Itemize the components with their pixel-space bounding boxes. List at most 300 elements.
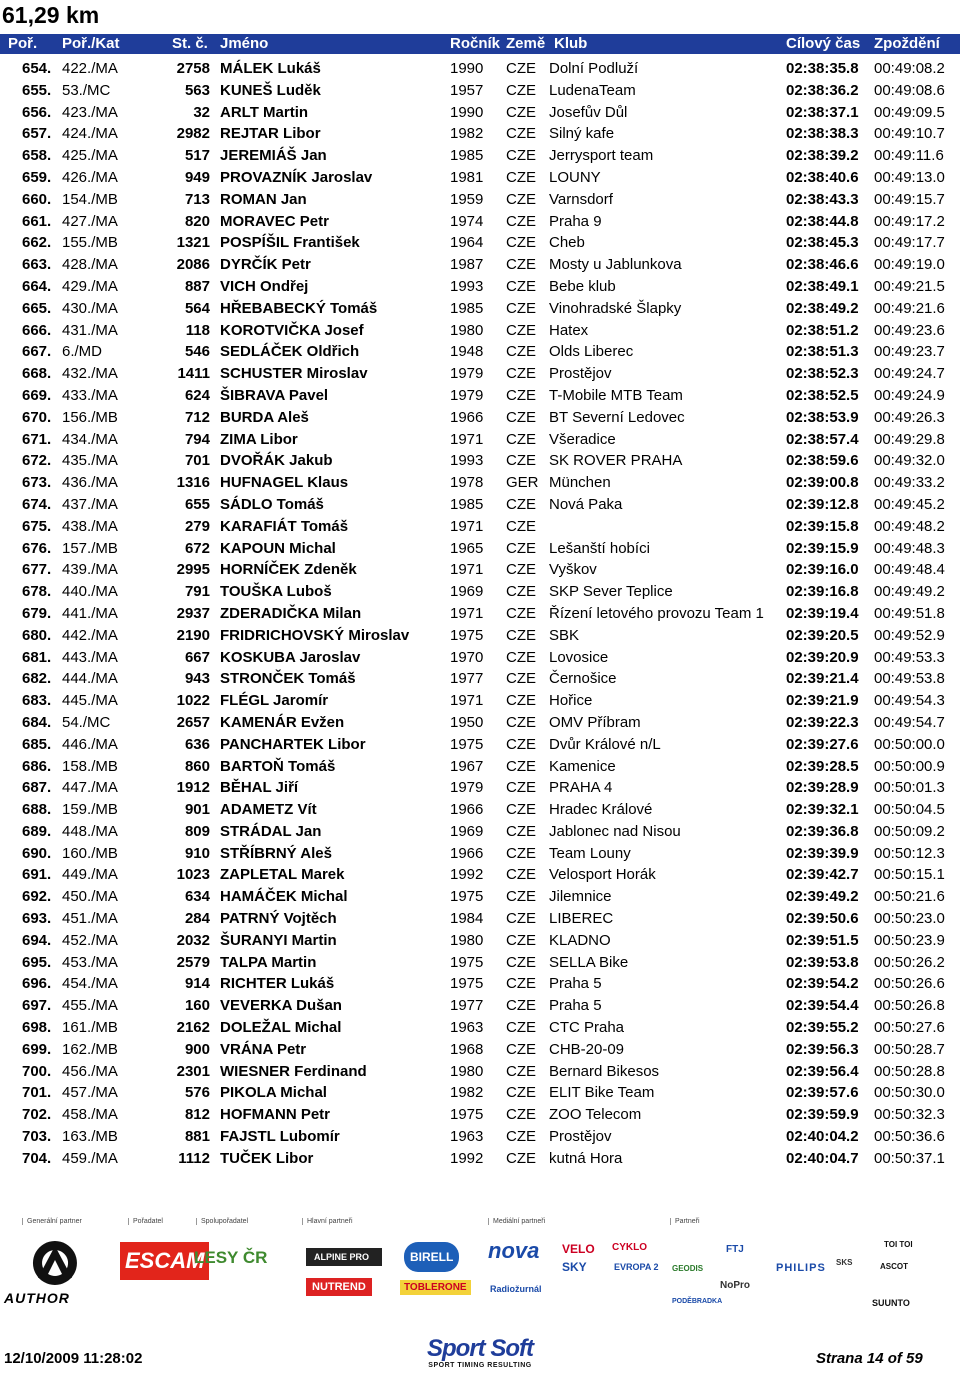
cell-gap: 00:49:54.3 <box>874 692 945 710</box>
cell-finish-time: 02:40:04.2 <box>786 1128 859 1146</box>
cell-country: CZE <box>506 343 536 361</box>
cell-birth-year: 1950 <box>450 713 484 731</box>
cell-start-number: 563 <box>184 81 210 99</box>
cell-position: 684. <box>22 713 52 731</box>
cell-name: POSPÍŠIL František <box>220 234 360 252</box>
cell-start-number: 2579 <box>176 953 210 971</box>
header-country: Země <box>506 35 546 52</box>
cell-birth-year: 1969 <box>450 822 484 840</box>
cell-category-position: 453./MA <box>62 953 118 971</box>
cell-gap: 00:49:11.6 <box>874 147 944 165</box>
cell-gap: 00:50:27.6 <box>874 1019 945 1037</box>
table-row <box>0 1061 960 1083</box>
cell-finish-time: 02:39:16.0 <box>786 561 859 579</box>
header-position: Poř. <box>8 35 38 52</box>
cell-category-position: 6./MD <box>62 343 103 361</box>
toblerone-logo: TOBLERONE <box>400 1280 471 1295</box>
table-row <box>0 254 960 276</box>
cell-finish-time: 02:39:49.2 <box>786 888 859 906</box>
cell-position: 699. <box>22 1040 52 1058</box>
cell-club: Jerrysport team <box>549 147 654 165</box>
cell-club: Praha 5 <box>549 975 602 993</box>
table-row <box>0 952 960 974</box>
cell-category-position: 160./MB <box>62 844 118 862</box>
cell-category-position: 424./MA <box>62 125 118 143</box>
cell-category-position: 53./MC <box>62 81 111 99</box>
cell-category-position: 446./MA <box>62 735 118 753</box>
cell-start-number: 2032 <box>176 931 210 949</box>
cell-start-number: 1321 <box>176 234 210 252</box>
cell-position: 689. <box>22 822 52 840</box>
header-finish-time: Cílový čas <box>786 35 861 52</box>
table-row <box>0 908 960 930</box>
cell-name: VEVERKA Dušan <box>220 997 342 1015</box>
cell-position: 675. <box>22 517 52 535</box>
header-gap: Zpoždění <box>874 35 940 52</box>
cell-club: Velosport Horák <box>549 866 656 884</box>
table-row <box>0 538 960 560</box>
cell-start-number: 794 <box>184 430 210 448</box>
cell-club: SELLA Bike <box>549 953 629 971</box>
cell-name: ZAPLETAL Marek <box>220 866 345 884</box>
cell-start-number: 2758 <box>176 60 210 77</box>
nova-logo: nova <box>488 1238 540 1263</box>
cell-country: CZE <box>506 931 536 949</box>
cell-finish-time: 02:38:57.4 <box>786 430 859 448</box>
cell-club: Prostějov <box>549 1128 612 1146</box>
cell-name: STŘÍBRNÝ Aleš <box>220 844 332 862</box>
cell-birth-year: 1963 <box>450 1128 484 1146</box>
cell-start-number: 901 <box>184 801 210 819</box>
cell-name: REJTAR Libor <box>220 125 321 143</box>
table-row <box>0 1126 960 1148</box>
evropa2-logo: EVROPA 2 <box>614 1262 659 1272</box>
cell-finish-time: 02:39:28.9 <box>786 779 859 797</box>
header-category-position: Poř./Kat <box>62 35 120 52</box>
cell-name: JEREMIÁŠ Jan <box>220 147 327 165</box>
cell-club: Bebe klub <box>549 277 616 295</box>
cell-country: CZE <box>506 888 536 906</box>
cell-birth-year: 1968 <box>450 1040 484 1058</box>
cell-gap: 00:49:09.5 <box>874 103 945 121</box>
cell-name: VICH Ondřej <box>220 277 309 295</box>
cell-birth-year: 1980 <box>450 931 484 949</box>
table-row <box>0 1148 960 1170</box>
table-row <box>0 864 960 886</box>
cell-club: Praha 9 <box>549 212 602 230</box>
cell-birth-year: 1975 <box>450 1106 484 1124</box>
cell-gap: 00:49:48.2 <box>874 517 945 535</box>
lesycr-logo: LESY ČR <box>194 1248 268 1267</box>
cell-name: MÁLEK Lukáš <box>220 60 321 77</box>
cell-finish-time: 02:39:22.3 <box>786 713 859 731</box>
cell-category-position: 442./MA <box>62 626 118 644</box>
cell-name: STRONČEK Tomáš <box>220 670 356 688</box>
cell-birth-year: 1978 <box>450 474 484 492</box>
cell-name: HAMÁČEK Michal <box>220 888 348 906</box>
cell-start-number: 2086 <box>176 256 210 274</box>
cell-category-position: 433./MA <box>62 386 118 404</box>
cell-country: CZE <box>506 583 536 601</box>
podebradka-logo: PODĚBRADKA <box>672 1298 723 1305</box>
cell-start-number: 812 <box>184 1106 210 1124</box>
cell-country: CZE <box>506 670 536 688</box>
cell-country: CZE <box>506 757 536 775</box>
cell-finish-time: 02:38:39.2 <box>786 147 859 165</box>
cell-position: 676. <box>22 539 52 557</box>
cell-category-position: 161./MB <box>62 1019 118 1037</box>
cell-finish-time: 02:39:36.8 <box>786 822 859 840</box>
sponsor-label-partners: Partneři <box>670 1218 700 1225</box>
cell-name: ZDERADIČKA Milan <box>220 604 362 622</box>
cell-start-number: 576 <box>184 1084 210 1102</box>
cell-gap: 00:49:24.7 <box>874 365 945 383</box>
cell-name: STRÁDAL Jan <box>220 822 322 840</box>
cell-gap: 00:49:17.2 <box>874 212 945 230</box>
cell-club: CHB-20-09 <box>549 1040 625 1058</box>
cell-category-position: 159./MB <box>62 801 118 819</box>
table-row <box>0 756 960 778</box>
cell-name: FAJSTL Lubomír <box>220 1128 340 1146</box>
cell-category-position: 438./MA <box>62 517 118 535</box>
cell-club: Varnsdorf <box>549 190 613 208</box>
table-row <box>0 145 960 167</box>
cell-category-position: 423./MA <box>62 103 118 121</box>
cell-gap: 00:50:26.6 <box>874 975 945 993</box>
table-row <box>0 712 960 734</box>
cell-position: 681. <box>22 648 52 666</box>
cell-start-number: 546 <box>184 343 210 361</box>
cell-category-position: 431./MA <box>62 321 118 339</box>
cell-gap: 00:49:21.5 <box>874 277 945 295</box>
cell-gap: 00:49:26.3 <box>874 408 945 426</box>
table-row <box>0 472 960 494</box>
cell-club: Nová Paka <box>549 495 623 513</box>
cell-country: CZE <box>506 125 536 143</box>
cell-position: 687. <box>22 779 52 797</box>
radiozurnal-logo: Radiožurnál <box>490 1284 542 1294</box>
cell-category-position: 443./MA <box>62 648 118 666</box>
cell-gap: 00:50:09.2 <box>874 822 945 840</box>
nopro-logo: NoPro <box>720 1280 750 1291</box>
cell-gap: 00:49:10.7 <box>874 125 945 143</box>
cell-gap: 00:49:54.7 <box>874 713 945 731</box>
cell-position: 698. <box>22 1019 52 1037</box>
cell-gap: 00:49:21.6 <box>874 299 945 317</box>
cell-gap: 00:50:00.9 <box>874 757 945 775</box>
cell-finish-time: 02:39:56.3 <box>786 1040 859 1058</box>
cell-birth-year: 1967 <box>450 757 484 775</box>
cell-finish-time: 02:38:52.3 <box>786 365 859 383</box>
cell-club: Dolní Podluží <box>549 60 639 77</box>
cell-gap: 00:49:17.7 <box>874 234 945 252</box>
cell-country: CZE <box>506 60 536 77</box>
cell-start-number: 1112 <box>178 1149 210 1167</box>
cell-start-number: 712 <box>184 408 210 426</box>
cell-position: 690. <box>22 844 52 862</box>
cell-birth-year: 1984 <box>450 910 484 928</box>
cell-birth-year: 1985 <box>450 495 484 513</box>
cell-name: RICHTER Lukáš <box>220 975 335 993</box>
cell-club: LOUNY <box>549 168 601 186</box>
cell-name: MORAVEC Petr <box>220 212 329 230</box>
table-row <box>0 734 960 756</box>
results-table-header <box>0 34 960 54</box>
cell-position: 701. <box>22 1084 52 1102</box>
cell-name: FRIDRICHOVSKÝ Miroslav <box>220 626 410 644</box>
cell-name: KAMENÁR Evžen <box>220 713 345 731</box>
cell-country: CZE <box>506 321 536 339</box>
cell-country: CZE <box>506 147 536 165</box>
cell-position: 702. <box>22 1106 52 1124</box>
cell-start-number: 564 <box>184 299 210 317</box>
cell-club: SKP Sever Teplice <box>549 583 673 601</box>
cell-name: ARLT Martin <box>220 103 309 121</box>
cell-position: 682. <box>22 670 52 688</box>
cell-finish-time: 02:38:43.3 <box>786 190 859 208</box>
cell-country: CZE <box>506 212 536 230</box>
cell-club: kutná Hora <box>549 1149 623 1167</box>
cell-category-position: 432./MA <box>62 365 118 383</box>
cell-position: 674. <box>22 495 52 513</box>
cell-position: 658. <box>22 147 52 165</box>
cell-finish-time: 02:40:04.7 <box>786 1149 859 1167</box>
cell-country: CZE <box>506 910 536 928</box>
cell-category-position: 450./MA <box>62 888 118 906</box>
cell-gap: 00:49:45.2 <box>874 495 945 513</box>
cell-club: ZOO Telecom <box>549 1106 642 1124</box>
cell-country: CZE <box>506 256 536 274</box>
cell-name: ROMAN Jan <box>220 190 307 208</box>
cell-category-position: 445./MA <box>62 692 118 710</box>
cell-start-number: 2162 <box>176 1019 210 1037</box>
cell-country: CZE <box>506 1084 536 1102</box>
cell-birth-year: 1980 <box>450 321 484 339</box>
cell-finish-time: 02:39:42.7 <box>786 866 859 884</box>
table-row <box>0 167 960 189</box>
cell-category-position: 429./MA <box>62 277 118 295</box>
cyklo-logo: CYKLO <box>612 1242 647 1253</box>
table-row <box>0 58 960 80</box>
cell-country: CZE <box>506 408 536 426</box>
cell-birth-year: 1971 <box>450 430 484 448</box>
cell-country: CZE <box>506 299 536 317</box>
cell-finish-time: 02:39:15.9 <box>786 539 859 557</box>
cell-position: 665. <box>22 299 52 317</box>
table-row <box>0 407 960 429</box>
sportsoft-wordmark: Sport Soft <box>427 1335 533 1362</box>
cell-club: SBK <box>549 626 580 644</box>
cell-club: Kamenice <box>549 757 616 775</box>
table-row <box>0 843 960 865</box>
cell-gap: 00:49:48.4 <box>874 561 945 579</box>
cell-birth-year: 1975 <box>450 953 484 971</box>
table-row <box>0 973 960 995</box>
cell-birth-year: 1979 <box>450 365 484 383</box>
velo-logo: VELO <box>562 1242 595 1256</box>
cell-country: CZE <box>506 713 536 731</box>
cell-birth-year: 1974 <box>450 212 484 230</box>
cell-birth-year: 1963 <box>450 1019 484 1037</box>
header-club: Klub <box>554 35 588 52</box>
cell-name: ADAMETZ Vít <box>220 801 317 819</box>
cell-name: BARTOŇ Tomáš <box>220 757 336 775</box>
cell-category-position: 427./MA <box>62 212 118 230</box>
cell-category-position: 452./MA <box>62 931 118 949</box>
cell-name: ŠURANYI Martin <box>220 931 337 949</box>
cell-birth-year: 1971 <box>450 517 484 535</box>
cell-position: 693. <box>22 910 52 928</box>
cell-gap: 00:50:00.0 <box>874 735 945 753</box>
table-row <box>0 625 960 647</box>
cell-birth-year: 1981 <box>450 168 484 186</box>
table-row <box>0 494 960 516</box>
cell-category-position: 154./MB <box>62 190 118 208</box>
table-row <box>0 821 960 843</box>
page-title: 61,29 km <box>2 2 100 28</box>
print-timestamp: 12/10/2009 11:28:02 <box>4 1350 143 1367</box>
table-row <box>0 1104 960 1126</box>
cell-start-number: 624 <box>184 386 210 404</box>
cell-position: 657. <box>22 125 52 143</box>
cell-start-number: 32 <box>193 103 210 121</box>
cell-country: CZE <box>506 1106 536 1124</box>
table-row <box>0 211 960 233</box>
table-row <box>0 930 960 952</box>
cell-country: CZE <box>506 234 536 252</box>
cell-country: CZE <box>506 452 536 470</box>
cell-country: CZE <box>506 430 536 448</box>
cell-finish-time: 02:38:49.1 <box>786 277 859 295</box>
cell-name: PIKOLA Michal <box>220 1084 327 1102</box>
cell-finish-time: 02:38:52.5 <box>786 386 859 404</box>
cell-country: CZE <box>506 168 536 186</box>
cell-finish-time: 02:39:53.8 <box>786 953 859 971</box>
sponsor-label-co-organizer: Spolupořadatel <box>196 1218 248 1225</box>
cell-finish-time: 02:39:54.4 <box>786 997 859 1015</box>
cell-finish-time: 02:38:53.9 <box>786 408 859 426</box>
cell-position: 663. <box>22 256 52 274</box>
table-row <box>0 429 960 451</box>
cell-name: DOLEŽAL Michal <box>220 1019 342 1037</box>
cell-finish-time: 02:39:59.9 <box>786 1106 859 1124</box>
cell-club: Jilemnice <box>549 888 612 906</box>
cell-position: 661. <box>22 212 52 230</box>
cell-name: SÁDLO Tomáš <box>220 495 324 513</box>
cell-position: 680. <box>22 626 52 644</box>
cell-name: KAPOUN Michal <box>220 539 336 557</box>
cell-name: HORNÍČEK Zdeněk <box>220 561 357 579</box>
table-row <box>0 450 960 472</box>
cell-club: Prostějov <box>549 365 612 383</box>
cell-finish-time: 02:39:16.8 <box>786 583 859 601</box>
cell-finish-time: 02:38:40.6 <box>786 168 859 186</box>
table-row <box>0 777 960 799</box>
cell-position: 703. <box>22 1128 52 1146</box>
ftj-logo: FTJ <box>726 1244 744 1255</box>
sponsor-label-media: Mediální partneři <box>488 1218 545 1225</box>
header-start-number: St. č. <box>172 35 208 52</box>
cell-gap: 00:50:12.3 <box>874 844 945 862</box>
cell-position: 659. <box>22 168 52 186</box>
cell-country: CZE <box>506 997 536 1015</box>
cell-country: CZE <box>506 365 536 383</box>
cell-start-number: 791 <box>184 583 210 601</box>
cell-finish-time: 02:39:12.8 <box>786 495 859 513</box>
cell-country: CZE <box>506 975 536 993</box>
birell-logo: BIRELL <box>404 1242 459 1272</box>
cell-finish-time: 02:38:35.8 <box>786 60 859 77</box>
cell-birth-year: 1975 <box>450 975 484 993</box>
cell-start-number: 634 <box>184 888 210 906</box>
cell-start-number: 655 <box>184 495 210 513</box>
cell-gap: 00:50:15.1 <box>874 866 945 884</box>
cell-club: Mosty u Jablunkova <box>549 256 682 274</box>
table-row <box>0 80 960 102</box>
cell-start-number: 809 <box>184 822 210 840</box>
cell-name: VRÁNA Petr <box>220 1040 307 1058</box>
cell-club: Bernard Bikesos <box>549 1062 660 1080</box>
table-row <box>0 995 960 1017</box>
cell-country: CZE <box>506 539 536 557</box>
cell-start-number: 1316 <box>176 474 210 492</box>
cell-position: 671. <box>22 430 52 448</box>
cell-position: 683. <box>22 692 52 710</box>
cell-start-number: 284 <box>184 910 210 928</box>
table-row <box>0 516 960 538</box>
cell-category-position: 422./MA <box>62 60 118 77</box>
cell-finish-time: 02:39:32.1 <box>786 801 859 819</box>
cell-start-number: 887 <box>184 277 210 295</box>
cell-birth-year: 1982 <box>450 125 484 143</box>
alpine-pro-logo: ALPINE PRO <box>306 1248 382 1266</box>
cell-finish-time: 02:39:15.8 <box>786 517 859 535</box>
ascot-logo: ASCOT <box>880 1262 908 1271</box>
cell-club: Černošice <box>549 670 617 688</box>
cell-club: Silný kafe <box>549 125 615 143</box>
header-name: Jméno <box>220 35 269 52</box>
cell-position: 686. <box>22 757 52 775</box>
cell-position: 666. <box>22 321 52 339</box>
cell-name: SEDLÁČEK Oldřich <box>220 343 360 361</box>
cell-position: 672. <box>22 452 52 470</box>
cell-birth-year: 1975 <box>450 735 484 753</box>
sportsoft-tagline: SPORT TIMING RESULTING <box>428 1362 532 1369</box>
table-row <box>0 1039 960 1061</box>
cell-club: Dvůr Králové n/L <box>549 735 661 753</box>
cell-club: PRAHA 4 <box>549 779 613 797</box>
cell-start-number: 701 <box>184 452 210 470</box>
cell-start-number: 914 <box>184 975 210 993</box>
cell-country: CZE <box>506 779 536 797</box>
cell-finish-time: 02:39:55.2 <box>786 1019 859 1037</box>
cell-category-position: 435./MA <box>62 452 118 470</box>
cell-start-number: 1022 <box>176 692 210 710</box>
cell-club: Hatex <box>549 321 589 339</box>
cell-category-position: 451./MA <box>62 910 118 928</box>
cell-birth-year: 1993 <box>450 452 484 470</box>
cell-start-number: 713 <box>184 190 210 208</box>
cell-position: 696. <box>22 975 52 993</box>
cell-name: ZIMA Libor <box>220 430 298 448</box>
cell-country: CZE <box>506 386 536 404</box>
cell-name: PROVAZNÍK Jaroslav <box>220 168 373 186</box>
cell-finish-time: 02:39:57.6 <box>786 1084 859 1102</box>
cell-name: PANCHARTEK Libor <box>220 735 366 753</box>
cell-finish-time: 02:38:49.2 <box>786 299 859 317</box>
cell-club: SK ROVER PRAHA <box>549 452 683 470</box>
cell-gap: 00:50:01.3 <box>874 779 945 797</box>
